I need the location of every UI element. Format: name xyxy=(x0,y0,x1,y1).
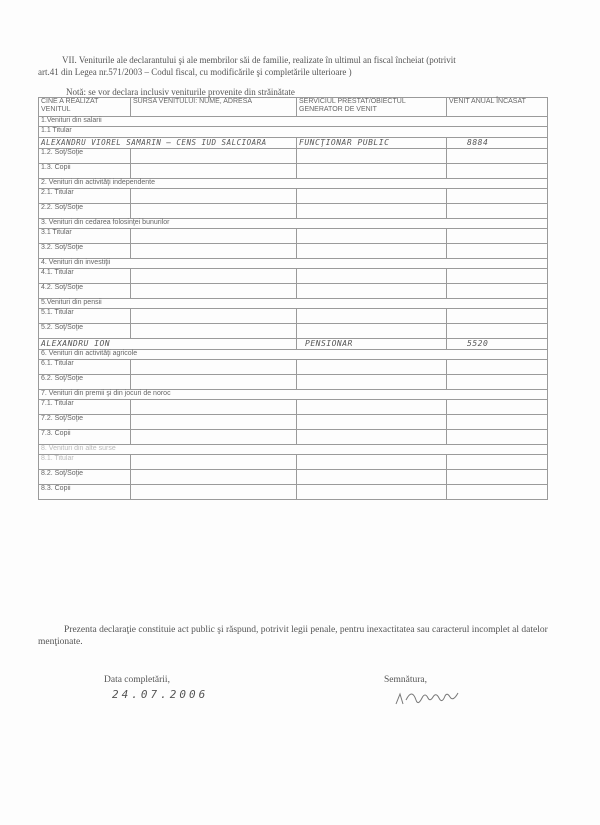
row-label: 1.3. Copii xyxy=(39,164,131,179)
section-title: 8. Venituri din alte surse xyxy=(39,445,548,455)
table-row xyxy=(39,269,548,284)
income-table xyxy=(38,97,548,500)
table-row xyxy=(39,204,548,219)
table-row xyxy=(39,284,548,299)
section-row xyxy=(39,117,548,127)
section-row xyxy=(39,445,548,455)
row-label: 8.3. Copii xyxy=(39,485,131,500)
section-row xyxy=(39,259,548,269)
row-label: 8.1. Titular xyxy=(39,455,131,470)
section-row xyxy=(39,390,548,400)
row-label: 8.2. Soţ/Soţie xyxy=(39,470,131,485)
legal-statement: Prezenta declaraţie constituie act public şi răspund, potrivit legii penale, pentru inexactitatea sau caracterul incomplet al datelor menţionate. xyxy=(38,625,548,647)
row-label: 1.2. Soţ/Soţie xyxy=(39,149,131,164)
handwritten-amount: 8884 xyxy=(447,138,548,149)
table-row xyxy=(39,164,548,179)
section-title: 7. Venituri din premii şi din jocuri de noroc xyxy=(39,390,548,400)
handwritten-amount: 5520 xyxy=(447,339,548,350)
section-row xyxy=(39,219,548,229)
table-row xyxy=(39,189,548,204)
section-title: 1.Venituri din salarii xyxy=(39,117,548,127)
table-row xyxy=(39,400,548,415)
section-title: 3. Venituri din cedarea folosinţei bunurilor xyxy=(39,219,548,229)
section-row xyxy=(39,350,548,360)
row-label: 1.1 Titular xyxy=(39,127,548,138)
table-row xyxy=(39,127,548,138)
table-row xyxy=(39,149,548,164)
row-label: 5.2. Soţ/Soţie xyxy=(39,324,131,339)
row-label: 7.1. Titular xyxy=(39,400,131,415)
table-row xyxy=(39,229,548,244)
table-row xyxy=(39,339,548,350)
handwritten-service: FUNCŢIONAR PUBLIC xyxy=(297,138,447,149)
date-label: Data completării, xyxy=(104,675,170,685)
row-label: 6.2. Soţ/Soţie xyxy=(39,375,131,390)
handwritten-who: ALEXANDRU VIOREL SAMARIN – CENS IUD SALCIOARA xyxy=(39,138,297,149)
row-label: 4.2. Soţ/Soţie xyxy=(39,284,131,299)
foreign-income-note: Notă: se vor declara inclusiv veniturile provenite din străinătate xyxy=(66,87,295,97)
col-header-who: CINE A REALIZAT VENITUL xyxy=(39,98,131,117)
section-title: 5.Venituri din pensii xyxy=(39,299,548,309)
table-row xyxy=(39,375,548,390)
handwritten-who: ALEXANDRU ION xyxy=(39,339,297,350)
col-header-service: SERVICIUL PRESTAT/OBIECTUL GENERATOR DE VENIT xyxy=(297,98,447,117)
table-row xyxy=(39,360,548,375)
signature-scribble xyxy=(394,686,474,710)
row-label: 6.1. Titular xyxy=(39,360,131,375)
row-label: 3.2. Soţ/Soţie xyxy=(39,244,131,259)
table-row xyxy=(39,138,548,149)
signature-label: Semnătura, xyxy=(384,675,428,685)
heading-line-1: VII. Veniturile ale declarantului şi ale membrilor săi de familie, realizate în ultimul an fiscal încheiat (potrivit xyxy=(62,55,456,65)
section-title: 4. Venituri din investiţii xyxy=(39,259,548,269)
section-row xyxy=(39,179,548,189)
col-header-amount: VENIT ANUAL ÎNCASAT xyxy=(447,98,548,117)
handwritten-date: 24.07.2006 xyxy=(112,688,209,701)
row-label: 7.2. Soţ/Soţie xyxy=(39,415,131,430)
table-row xyxy=(39,309,548,324)
table-header xyxy=(39,98,548,117)
row-label: 7.3. Copii xyxy=(39,430,131,445)
row-label: 5.1. Titular xyxy=(39,309,131,324)
table-row xyxy=(39,244,548,259)
table-row xyxy=(39,415,548,430)
section-row xyxy=(39,299,548,309)
row-label: 2.1. Titular xyxy=(39,189,131,204)
table-row xyxy=(39,430,548,445)
table-row xyxy=(39,324,548,339)
table-row xyxy=(39,455,548,470)
heading-line-2: art.41 din Legea nr.571/2003 – Codul fiscal, cu modificările şi completările ulterioare ) xyxy=(38,67,352,77)
row-label: 4.1. Titular xyxy=(39,269,131,284)
section-title: 2. Venituri din activităţi independente xyxy=(39,179,548,189)
section-heading xyxy=(38,54,552,78)
table-row xyxy=(39,470,548,485)
table-row xyxy=(39,485,548,500)
handwritten-service: PENSIONAR xyxy=(297,339,447,350)
row-label: 3.1 Titular xyxy=(39,229,131,244)
row-label: 2.2. Soţ/Soţie xyxy=(39,204,131,219)
col-header-source: SURSA VENITULUI: NUME, ADRESA xyxy=(131,98,297,117)
section-title: 6. Venituri din activităţi agricole xyxy=(39,350,548,360)
signature-image xyxy=(394,686,474,713)
